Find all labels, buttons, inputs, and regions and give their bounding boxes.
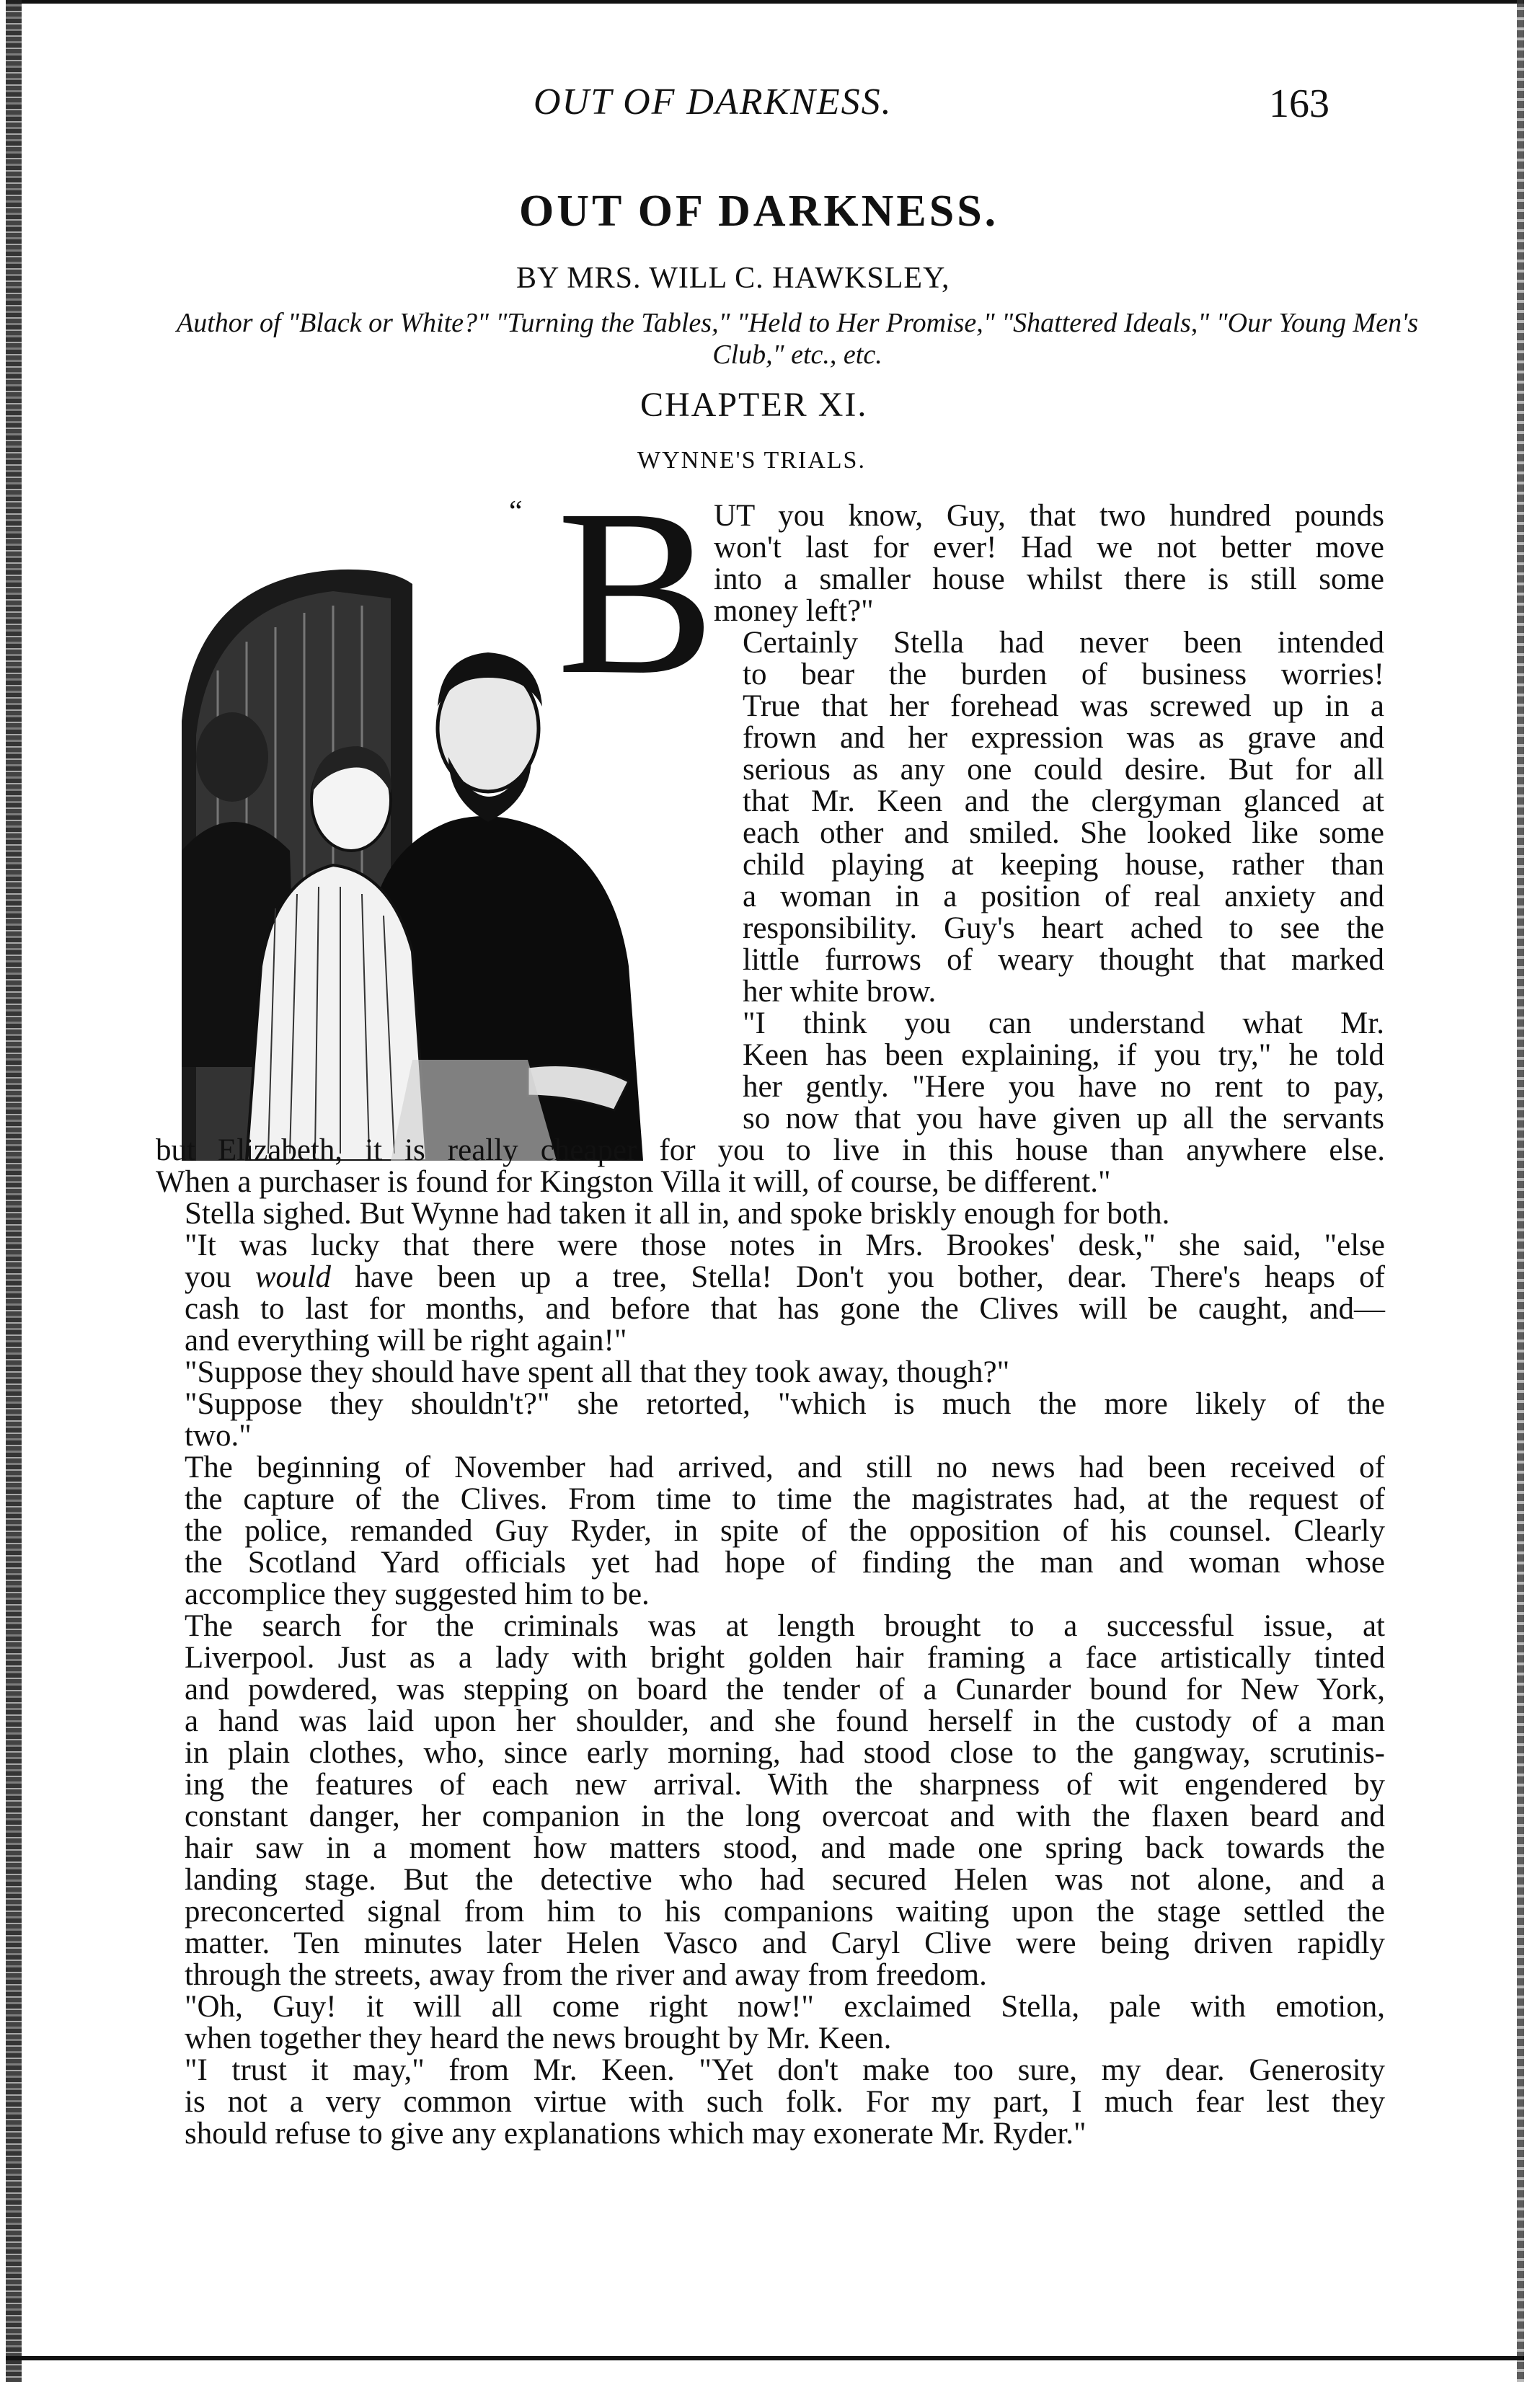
paragraph-9: The search for the criminals was at length brought to a successful issue, at Liverpool. Just as a lady with bright golden hair framing a face artistically tinted and powdered, was stepping on board the tender of a Cunarder bound for New York, a hand was laid upon her shoulder, and she found herself in the custody of a man in plain clothes, who, since early morning, had stood close to the gangway, scrutinis- ing the features of each new arrival. With the sharpness of wit engendered by constant danger, her companion in the long overcoat and with the flaxen beard and hair saw in a moment how matters stood, and made one spring back towards the landing stage. But the detective who had secured Helen was not alone, and a preconcerted signal from him to his companions waiting upon the stage settled the matter. Ten minutes later Helen Vasco and Caryl Clive were being driven rapidly through the streets, away from the river and away from freedom. [185,1609,1385,1992]
paragraph-8: The beginning of November had arrived, and still no news had been received of the capture of the Clives. From time to time the magistrates had, at the request of the police, remanded Guy Ryder, in spite of the opposition of his counsel. Clearly the Scotland Yard officials yet had hope of finding the man and woman whose accomplice they suggested him to be. [185,1451,1385,1611]
paragraph-6: "Suppose they should have spent all that they took away, though?" [185,1355,1010,1389]
story-title: OUT OF DARKNESS. [519,187,999,236]
paragraph-3-continued: but Elizabeth, it is really cheaper for you to live in this house than anywhere else. When a purchaser is found for Kingston Villa it will, of course, be different." [156,1133,1385,1199]
paragraph-4: Stella sighed. But Wynne had taken it all in, and spoke briskly enough for both. [185,1197,1170,1231]
running-head: OUT OF DARKNESS. [534,81,893,123]
paragraph-2: Certainly Stella had never been intended to bear the burden of business worries! True that her forehead was screwed up in a frown and her expression was as grave and serious as any one could desire. But for all that Mr. Keen and the clergyman glanced at each other and smiled. She looked like some child playing at keeping house, rather than a woman in a position of real anxiety and responsibility. Guy's heart ached to see the little furrows of weary thought that marked her white brow. [743,626,1384,1009]
page-number: 163 [1269,81,1329,126]
chapter-number: CHAPTER XI. [640,386,868,424]
page-border-right [1517,0,1524,2382]
paragraph-5: "It was lucky that there were those notes in Mrs. Brookes' desk," she said, "else you would have been up a tree, Stella! Don't you bother, dear. There's heaps of cash to last for months, and before that has gone the Clives will be caught, and— and everything will be right again!" [156,1230,1385,1357]
drop-cap: B [557,461,716,724]
paragraph-1: UT you know, Guy, that two hundred pounds won't last for ever! Had we not better move into a smaller house whilst there is still some money left?" [714,499,1384,628]
byline: BY MRS. WILL C. HAWKSLEY, [516,262,950,295]
page-border-bottom [6,2356,1524,2360]
opening-quote-mark: “ [509,495,523,528]
page-border-top [6,0,1524,4]
paragraph-11: "I trust it may," from Mr. Keen. "Yet don't make too sure, my dear. Generosity is not a very common virtue with such folk. For my part, I much fear lest they should refuse to give any explanations which may exonerate Mr. Ryder." [185,2053,1385,2151]
author-works: Author of "Black or White?" "Turning the Tables," "Held to Her Promise," "Shattered Ideals," "Our Young Men's Club," etc., etc. [177,308,1418,370]
paragraph-10: "Oh, Guy! it will all come right now!" exclaimed Stella, pale with emotion, when together they heard the news brought by Mr. Keen. [185,1990,1385,2055]
p5-line-2: you would have been up a tree, Stella! Don't you bother, dear. There's heaps of [185,1260,1386,1294]
paragraph-3-wrapped: "I think you can understand what Mr. Keen has been explaining, if you try," he told her gently. "Here you have no rent to pay, so now that you have given up all the servants [743,1006,1384,1135]
engraving-illustration [153,562,708,1161]
page-border-left [6,0,22,2382]
paragraph-7: "Suppose they shouldn't?" she retorted, "which is much the more likely of the two." [185,1387,1385,1453]
chapter-title: WYNNE'S TRIALS. [637,447,866,474]
